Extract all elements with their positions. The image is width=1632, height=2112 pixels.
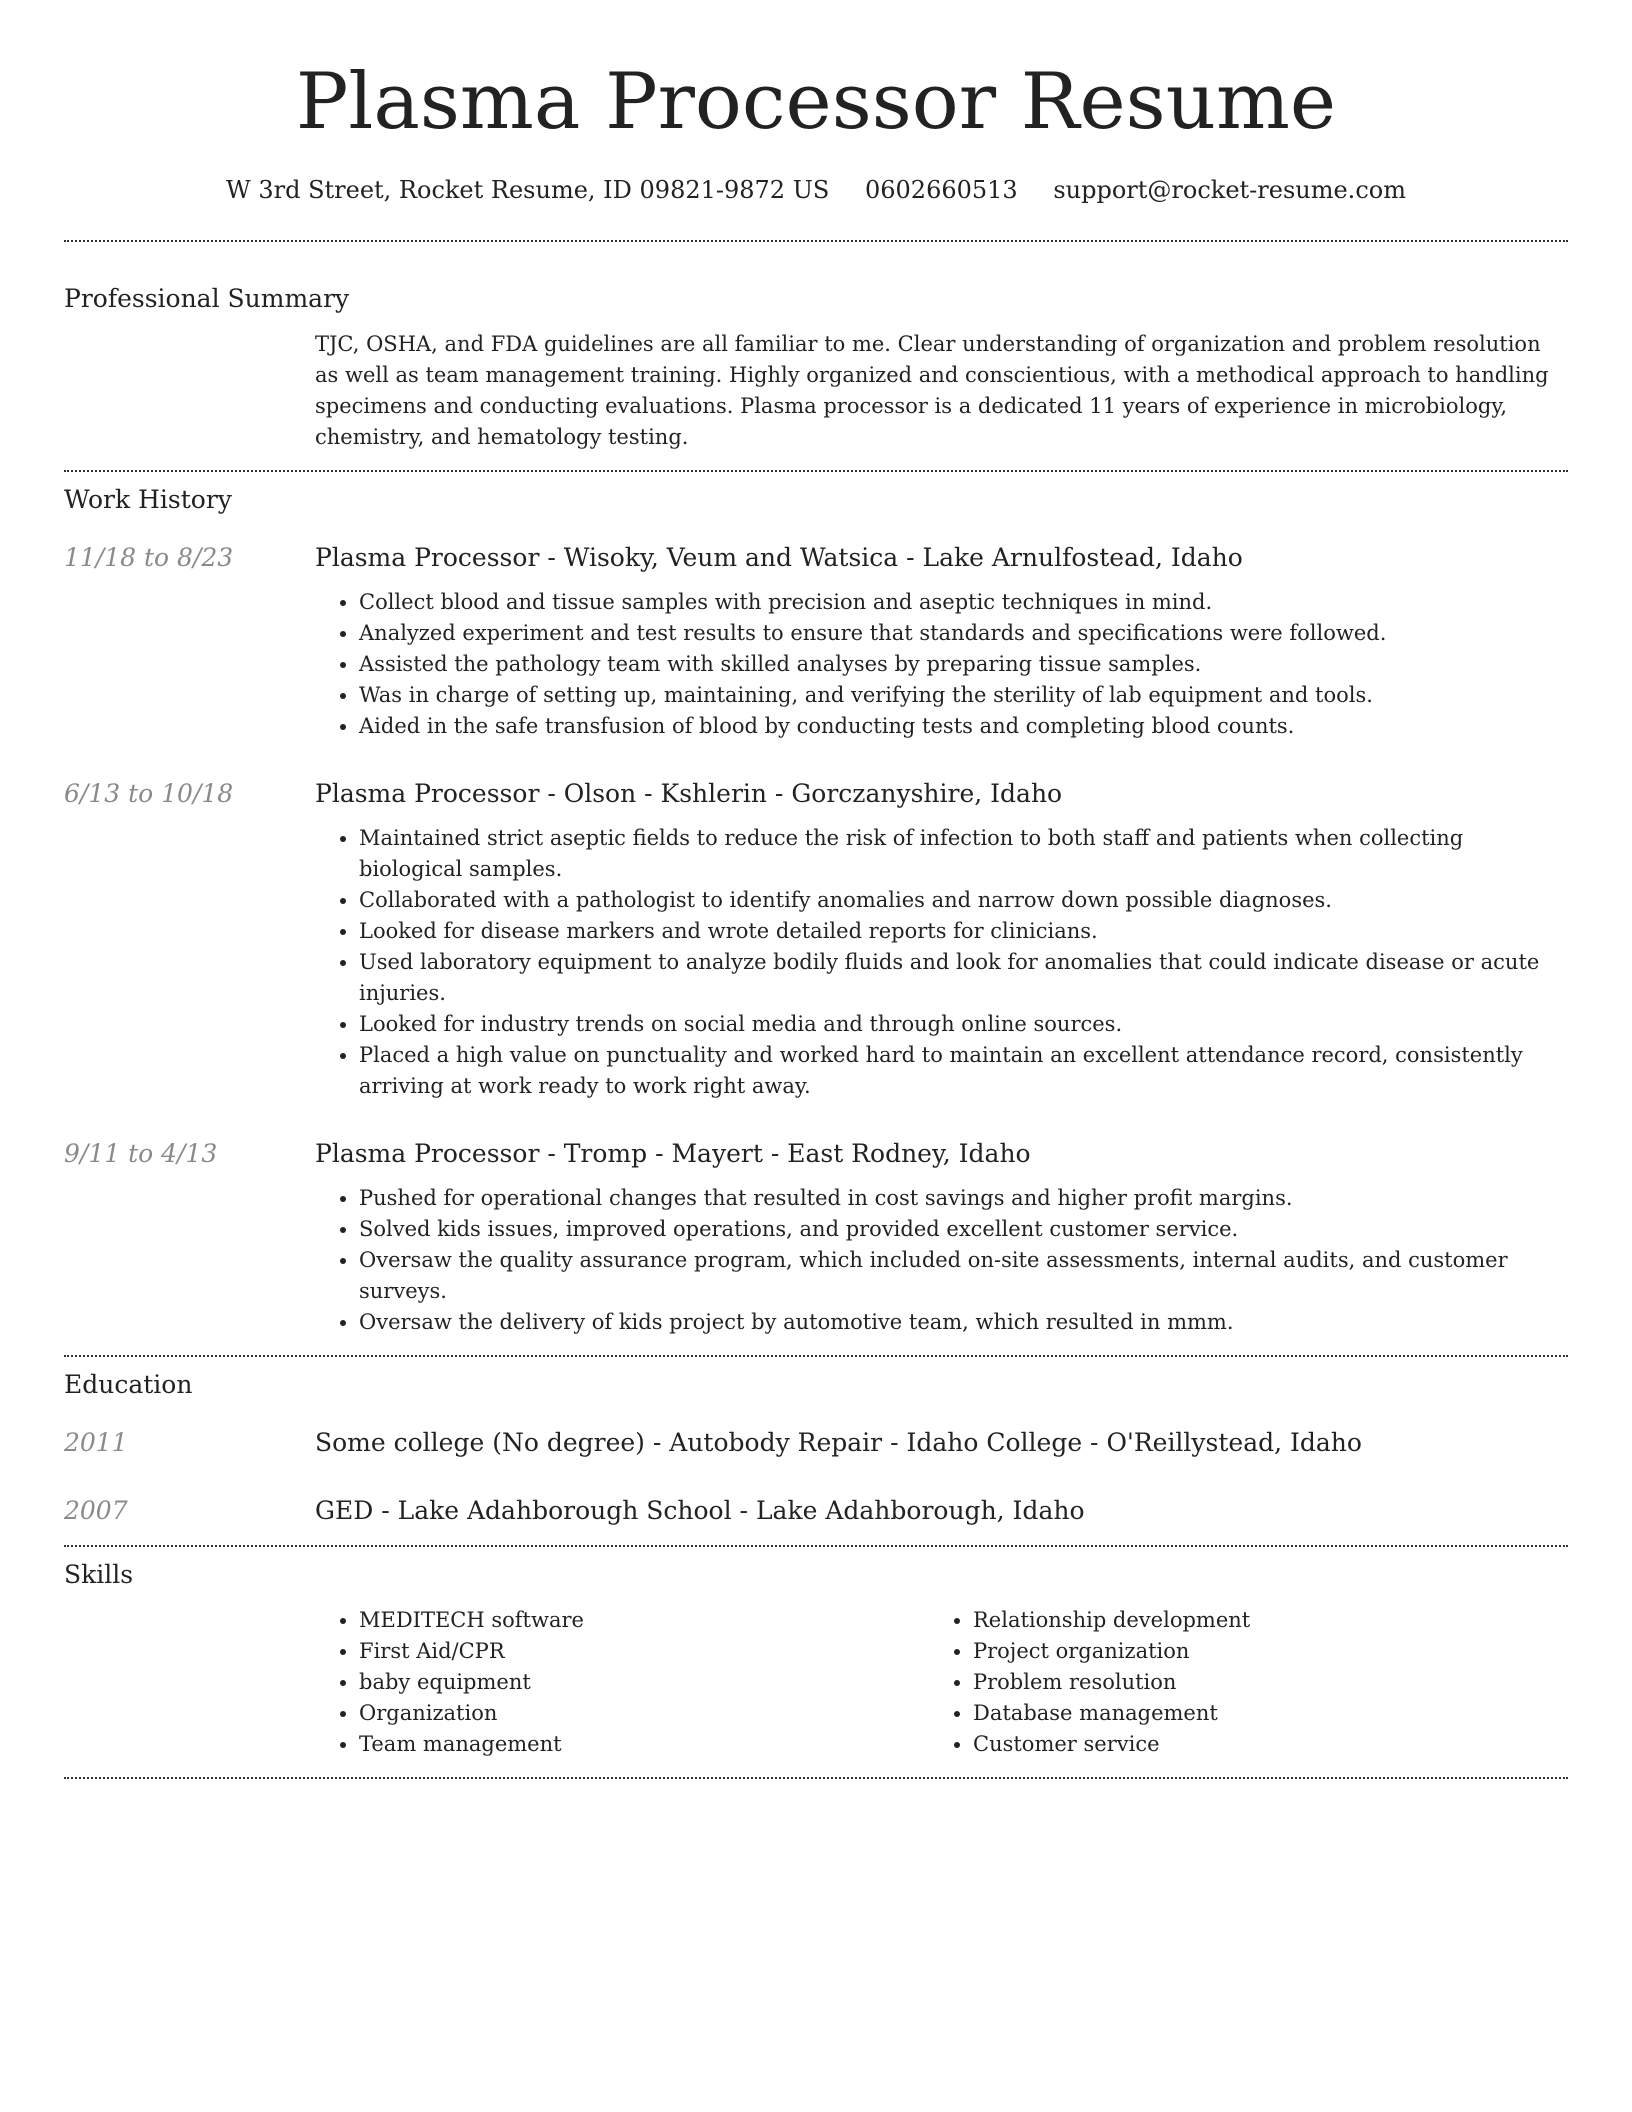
contact-address: W 3rd Street, Rocket Resume, ID 09821-9872 US (226, 176, 830, 204)
job-dates: 11/18 to 8/23 (64, 543, 234, 572)
job-bullet: • Collect blood and tissue samples with precision and aseptic techniques in mind. (359, 587, 1568, 618)
job-bullet: • Aided in the safe transfusion of blood by conducting tests and completing blood counts. (359, 711, 1568, 742)
skills-spacer (64, 1605, 315, 1760)
skill-item: • Customer service (973, 1729, 1568, 1760)
skill-item: • First Aid/CPR (359, 1636, 929, 1667)
job-entry (64, 541, 1568, 742)
skill-item: • Project organization (973, 1636, 1568, 1667)
job-bullet: • Analyzed experiment and test results to ensure that standards and specifications were followed. (359, 618, 1568, 649)
job-bullets (315, 587, 1568, 742)
job-bullet: • Solved kids issues, improved operations, and provided excellent customer service. (359, 1214, 1568, 1245)
job-bullet: • Used laboratory equipment to analyze bodily fluids and look for anomalies that could indicate disease or acute injuries. (359, 947, 1568, 1009)
summary-text: TJC, OSHA, and FDA guidelines are all familiar to me. Clear understanding of organization and problem resolution as well as team management training. Highly organized and conscientious, with a methodical approach to handling specimens and conducting evaluations. Plasma processor is a dedicated 11 years of experience in microbiology, chemistry, and hematology testing. (315, 332, 1549, 449)
job-title: Plasma Processor - Olson - Kshlerin - Gorczanyshire, Idaho (315, 779, 1063, 808)
education-entry (64, 1426, 1568, 1460)
education-year: 2011 (64, 1428, 128, 1457)
job-title: Plasma Processor - Wisoky, Veum and Watsica - Lake Arnulfostead, Idaho (315, 543, 1243, 572)
skills-list-left (315, 1605, 929, 1760)
job-title: Plasma Processor - Tromp - Mayert - East Rodney, Idaho (315, 1139, 1031, 1168)
summary-spacer (64, 329, 315, 453)
skills-list-right (929, 1605, 1568, 1760)
skills-heading: Skills (64, 1560, 134, 1589)
skill-item: • MEDITECH software (359, 1605, 929, 1636)
job-bullet: • Maintained strict aseptic fields to reduce the risk of infection to both staff and patients when collecting biological samples. (359, 823, 1568, 885)
job-bullet: • Looked for disease markers and wrote detailed reports for clinicians. (359, 916, 1568, 947)
summary-heading: Professional Summary (64, 284, 350, 313)
divider (64, 1777, 1568, 1779)
job-bullet: • Was in charge of setting up, maintaining, and verifying the sterility of lab equipment and tools. (359, 680, 1568, 711)
work-history-heading: Work History (64, 485, 232, 514)
job-entry (64, 777, 1568, 1102)
skill-item: • baby equipment (359, 1667, 929, 1698)
contact-phone: 0602660513 (865, 176, 1018, 204)
education-text: Some college (No degree) - Autobody Repair - Idaho College - O'Reillystead, Idaho (315, 1428, 1362, 1457)
job-bullet: • Looked for industry trends on social media and through online sources. (359, 1009, 1568, 1040)
contact-email: support@rocket-resume.com (1053, 176, 1406, 204)
job-bullet: • Collaborated with a pathologist to identify anomalies and narrow down possible diagnoses. (359, 885, 1568, 916)
skills-section (64, 1547, 1568, 1760)
skill-item: • Relationship development (973, 1605, 1568, 1636)
skill-item: • Team management (359, 1729, 929, 1760)
skill-item: • Database management (973, 1698, 1568, 1729)
education-year: 2007 (64, 1496, 128, 1525)
skills-columns (315, 1605, 1568, 1760)
education-text: GED - Lake Adahborough School - Lake Adahborough, Idaho (315, 1496, 1085, 1525)
summary-section (64, 242, 1568, 453)
job-bullet: • Oversaw the delivery of kids project by automotive team, which resulted in mmm. (359, 1307, 1568, 1338)
contact-line (64, 174, 1568, 206)
job-bullet: • Assisted the pathology team with skilled analyses by preparing tissue samples. (359, 649, 1568, 680)
job-dates: 6/13 to 10/18 (64, 779, 234, 808)
work-history-section (64, 472, 1568, 1338)
job-bullet: • Oversaw the quality assurance program, which included on-site assessments, internal audits, and customer surveys. (359, 1245, 1568, 1307)
job-bullets (315, 1183, 1568, 1338)
skill-item: • Problem resolution (973, 1667, 1568, 1698)
education-section (64, 1357, 1568, 1528)
education-entry (64, 1494, 1568, 1528)
job-bullet: • Placed a high value on punctuality and worked hard to maintain an excellent attendance record, consistently arriving at work ready to work right away. (359, 1040, 1568, 1102)
skill-item: • Organization (359, 1698, 929, 1729)
resume-title: Plasma Processor Resume (295, 57, 1337, 147)
job-dates: 9/11 to 4/13 (64, 1139, 218, 1168)
job-bullets (315, 823, 1568, 1102)
job-bullet: • Pushed for operational changes that resulted in cost savings and higher profit margins. (359, 1183, 1568, 1214)
education-heading: Education (64, 1370, 193, 1399)
job-entry (64, 1137, 1568, 1338)
